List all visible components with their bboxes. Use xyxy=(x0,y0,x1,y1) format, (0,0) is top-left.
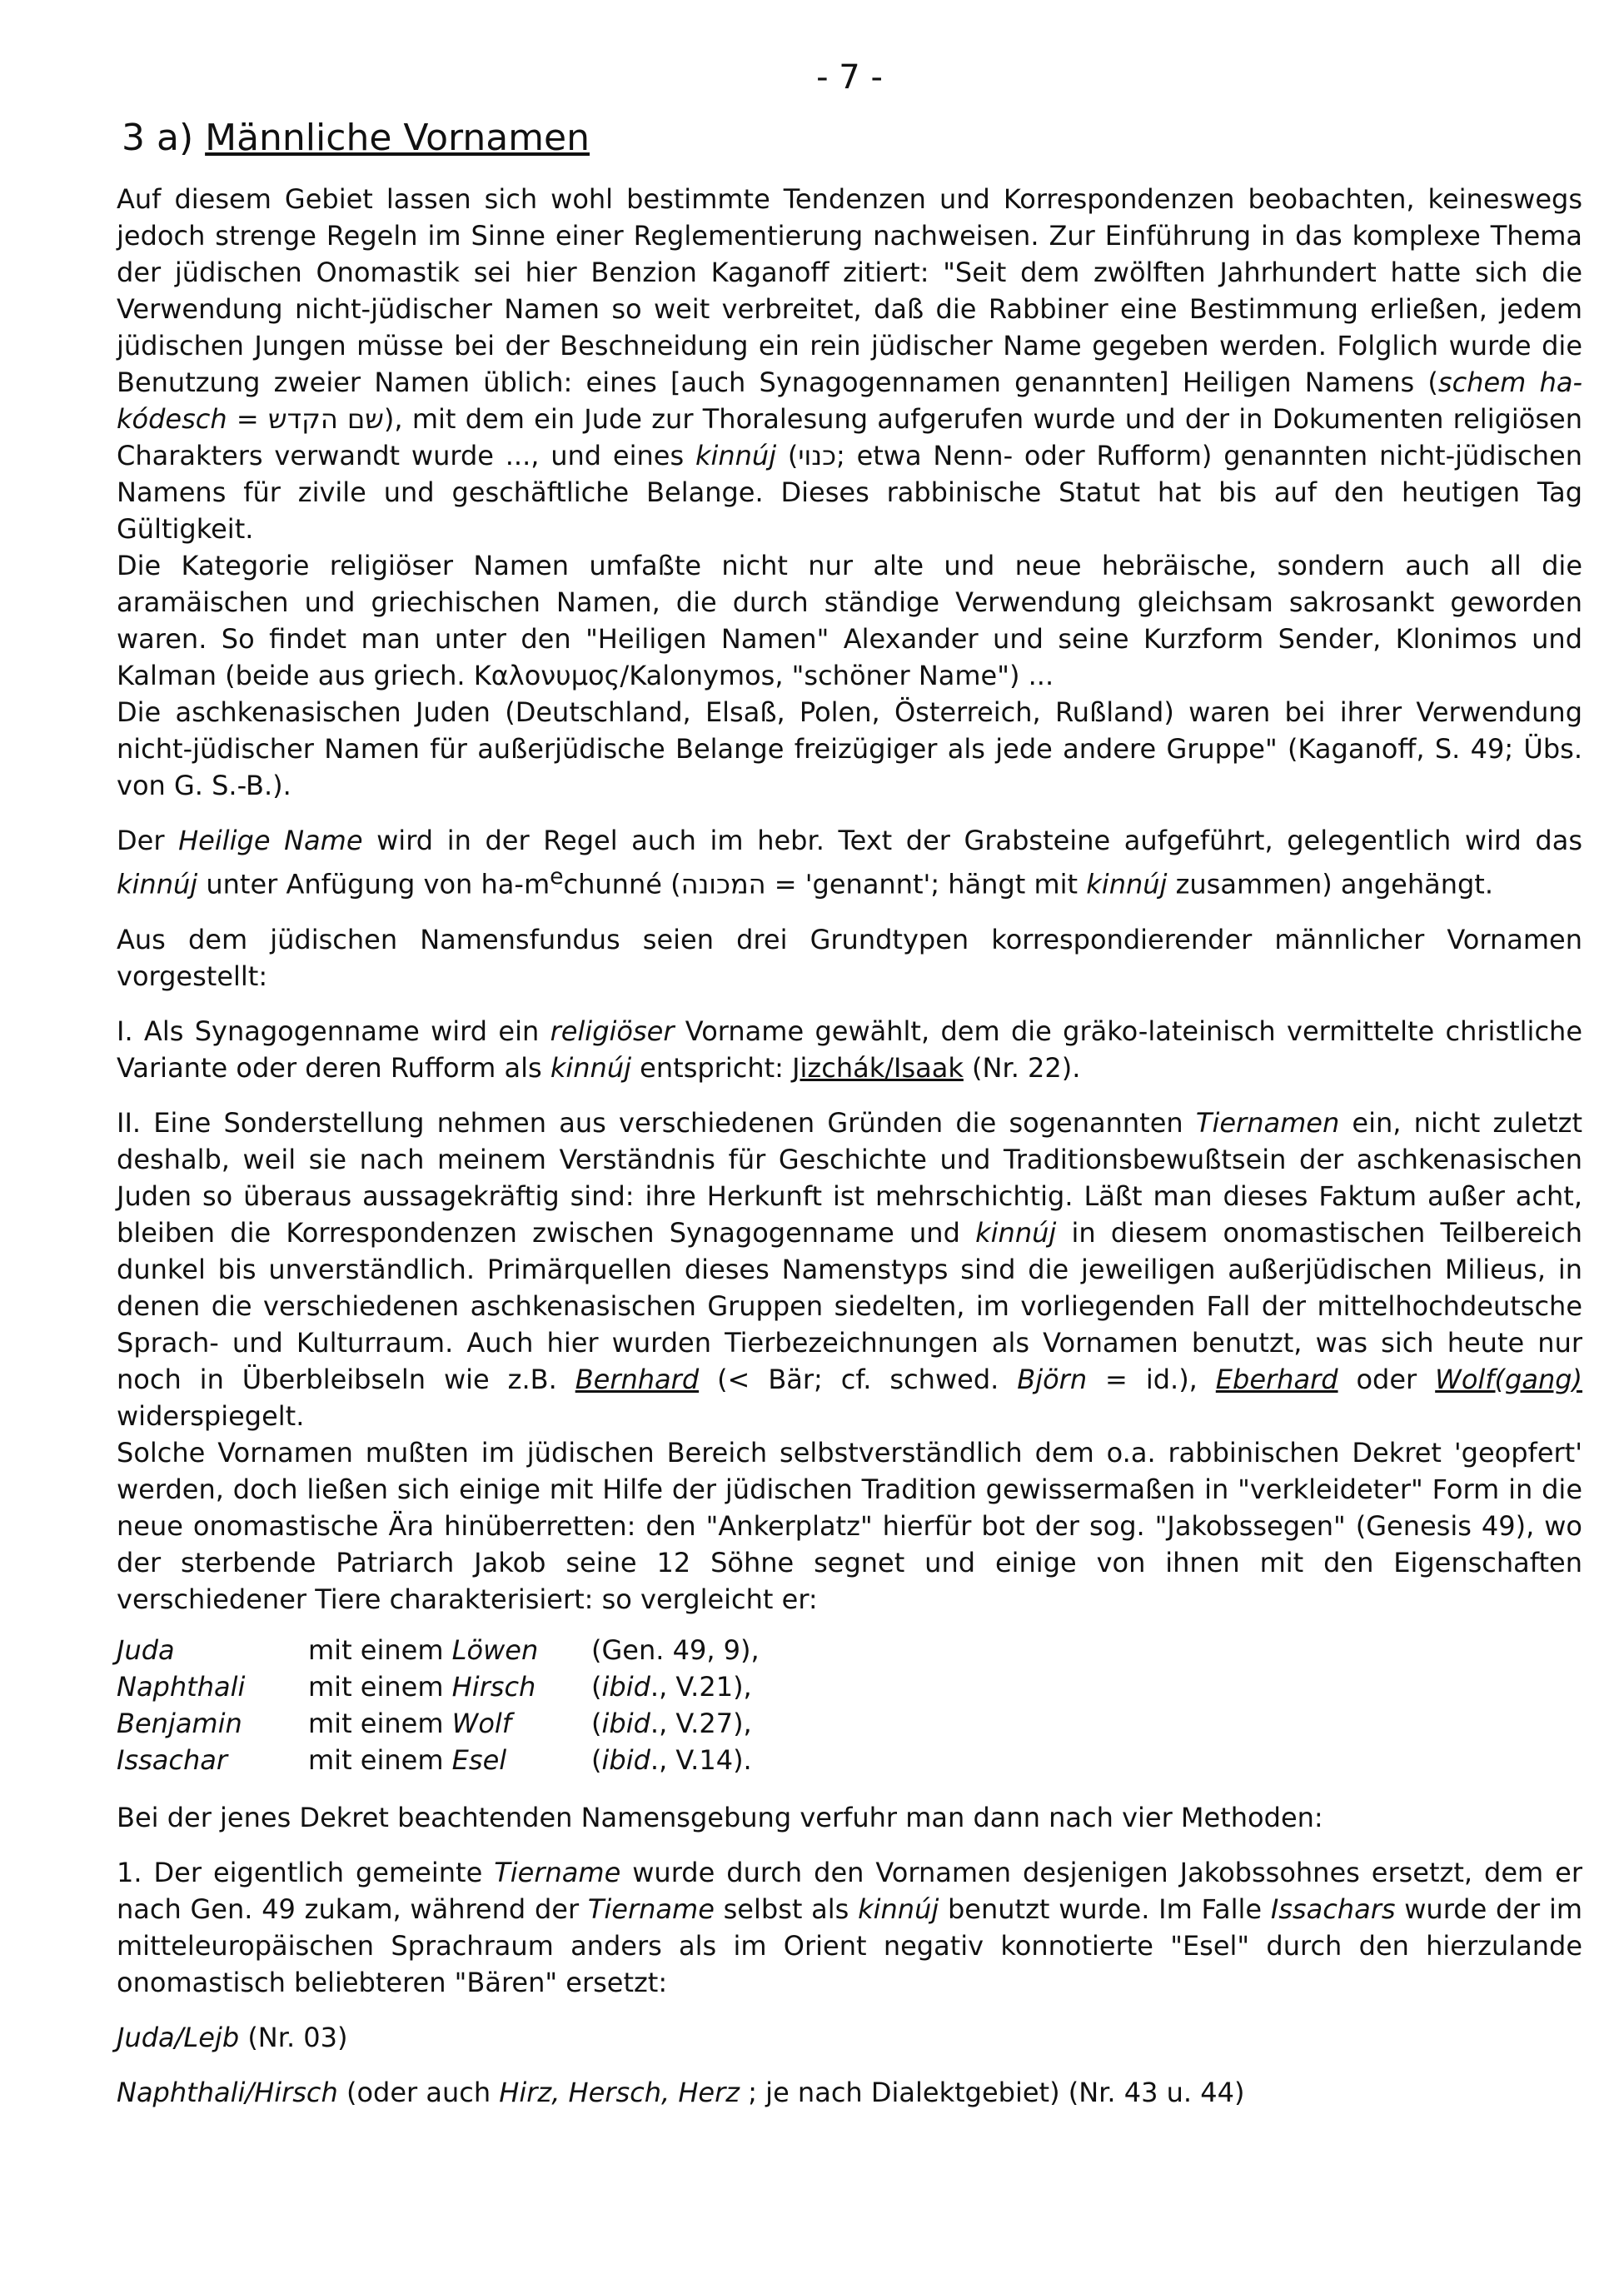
name-bernhard: Bernhard xyxy=(575,1363,700,1395)
term-kinnuj: kinnúj xyxy=(1086,868,1168,900)
term-kinnuj: kinnúj xyxy=(858,1893,939,1925)
verse-reference: (ibid., V.21), xyxy=(591,1670,752,1703)
term-kinnuj: kinnúj xyxy=(695,440,777,471)
paragraph-types-intro: Aus dem jüdischen Namensfundus seien drei Grundtypen korrespondierender männlicher Vornamen vorgestellt: xyxy=(117,923,1582,992)
list-marker: I. xyxy=(117,1015,133,1047)
list-marker: II. xyxy=(117,1106,142,1139)
name-wolfgang: Wolf(gang) xyxy=(1435,1363,1583,1395)
animal-comparison: mit einem Wolf xyxy=(308,1707,512,1739)
term-kinnuj: kinnúj xyxy=(550,1051,631,1084)
genesis-row xyxy=(117,1744,924,1781)
son-name: Issachar xyxy=(117,1743,228,1776)
paragraph-categories: Die Kategorie religiöser Namen umfaßte nicht nur alte und neue hebräische, sondern auch all die aramäischen und griechischen Namen, die durch ständige Verwendung gleichsam sakrosankt geworden waren. So findet man unter den "Heiligen Namen" Alexander und seine Kurzform Sender, Klonimos und Kalman (beide aus griech. Καλονυμος/Kalonymos, "schöner Name") ... xyxy=(117,550,1582,691)
term-religioeser: religiöser xyxy=(550,1015,675,1047)
verse-reference: (ibid., V.27), xyxy=(591,1707,752,1739)
alternative-names: Hirz, Hersch, Herz xyxy=(499,2076,740,2108)
verse-reference: (Gen. 49, 9), xyxy=(591,1633,760,1666)
document-page xyxy=(117,58,1582,2121)
paragraph-type-1: I. Als Synagogenname wird ein religiöser Vorname gewählt, dem die gräko-lateinisch vermittelte christliche Variante oder deren Rufform als kinnúj entspricht: Jizchák/Isaak (Nr. 22). xyxy=(117,1015,1583,1084)
term-kinnuj: kinnúj xyxy=(117,868,198,900)
section-heading xyxy=(122,117,1582,159)
example-naphthali: Naphthali/Hirsch (oder auch Hirz, Hersch, Herz ; je nach Dialektgebiet) (Nr. 43 u. 44) xyxy=(117,2076,1245,2108)
animal-comparison: mit einem Esel xyxy=(308,1743,507,1776)
example-juda: Juda/Lejb (Nr. 03) xyxy=(117,2021,348,2053)
name-reference: Jizchák/Isaak xyxy=(792,1051,964,1084)
section-title: Männliche Vornamen xyxy=(205,117,590,159)
son-name: Benjamin xyxy=(117,1707,242,1739)
term-issachars: Issachars xyxy=(1270,1893,1396,1925)
paragraph-methods-intro: Bei der jenes Dekret beachtenden Namensgebung verfuhr man dann nach vier Methoden: xyxy=(117,1801,1323,1833)
term-tiernamen: Tiernamen xyxy=(1195,1106,1340,1139)
term-schem: schem ha-kódesch xyxy=(117,367,1583,435)
paragraph-type-2: II. Eine Sonderstellung nehmen aus verschiedenen Gründen die sogenannten Tiernamen ein, nicht zuletzt deshalb, weil sie nach meinem Verständnis für Geschichte und Traditionsbewußtsein der aschkenasischen Juden so überaus aussagekräftig sind: ihre Herkunft ist mehrschichtig. Läßt man dieses Faktum außer acht, bleiben die Korrespondenzen zwischen Synagogenname und kinnúj in diesem onomastischen Teilbereich dunkel bis unverständlich. Primärquellen dieses Namenstyps sind die jeweiligen außerjüdischen Milieus, in denen die verschiedenen aschkenasischen Gruppen siedelten, im vorliegenden Fall der mittelhochdeutsche Sprach- und Kulturraum. Auch hier wurden Tierbezeichnungen als Vornamen benutzt, was sich heute nur noch in Überbleibseln wie z.B. Bernhard (< Bär; cf. schwed. Björn = id.), Eberhard oder Wolf(gang) widerspiegelt. xyxy=(117,1106,1583,1432)
paragraph-jakobssegen: Solche Vornamen mußten im jüdischen Bereich selbstverständlich dem o.a. rabbinischen Dekret 'geopfert' werden, doch ließen sich einige mit Hilfe der jüdischen Tradition gewissermaßen in "verkleideter" Form in die neue onomastische Ära hinüberretten: den "Ankerplatz" hierfür bot der sog. "Jakobssegen" (Genesis 49), wo der sterbende Patriarch Jakob seine 12 Söhne segnet und einige von ihnen mit den Eigenschaften verschiedener Tiere charakterisiert: so vergleicht er: xyxy=(117,1436,1582,1615)
term-tiername: Tiername xyxy=(494,1856,621,1888)
genesis-comparison-table xyxy=(117,1634,924,1781)
section-number: 3 a) xyxy=(122,117,194,159)
term-tiername: Tiername xyxy=(587,1893,715,1925)
animal-comparison: mit einem Hirsch xyxy=(308,1670,536,1703)
name-bjorn: Björn xyxy=(1017,1363,1088,1395)
paragraph-intro: Auf diesem Gebiet lassen sich wohl bestimmte Tendenzen und Korrespondenzen beobachten, keineswegs jedoch strenge Regeln im Sinne einer Reglementierung nachweisen. Zur Einführung in das komplexe Thema der jüdischen Onomastik sei hier Benzion Kaganoff zitiert: "Seit dem zwölften Jahrhundert hatte sich die Verwendung nicht-jüdischer Namen so weit verbreitet, daß die Rabbiner eine Bestimmung erließen, jedem jüdischen Jungen müsse bei der Beschneidung ein rein jüdischer Name gegeben werden. Folglich wurde die Benutzung zweier Namen üblich: eines [auch Synagogennamen genannten] Heiligen Namens (schem ha-kódesch = שם הקדש), mit dem ein Jude zur Thoralesung aufgerufen wurde und der in Dokumenten religiösen Charakters verwandt wurde ..., und eines kinnúj (כנוי; etwa Nenn- oder Rufform) genannten nicht-jüdischen Namens für zivile und geschäftliche Belange. Dieses rabbinische Statut hat bis auf den heutigen Tag Gültigkeit. xyxy=(117,183,1583,545)
paragraph-method-1: 1. Der eigentlich gemeinte Tiername wurde durch den Vornamen desjenigen Jakobssohnes ersetzt, dem er nach Gen. 49 zukam, während der Tiername selbst als kinnúj benutzt wurde. Im Falle Issachars wurde der im mitteleuropäischen Sprachraum anders als im Orient negativ konnotierte "Esel" durch den hierzulande onomastisch beliebteren "Bären" ersetzt: xyxy=(117,1856,1583,1998)
name-eberhard: Eberhard xyxy=(1215,1363,1338,1395)
son-name: Naphthali xyxy=(117,1670,246,1703)
page-number: - 7 - xyxy=(816,58,883,97)
verse-reference: (ibid., V.14). xyxy=(591,1743,752,1776)
animal-comparison: mit einem Löwen xyxy=(308,1633,539,1666)
paragraph-holy-name: Der Heilige Name wird in der Regel auch im hebr. Text der Grabsteine aufgeführt, gelegentlich wird das kinnúj unter Anfügung von $ha-m^echunné$ (המכונה = 'genannt'; hängt mit kinnúj zusammen) angehängt. xyxy=(117,825,1583,900)
genesis-row xyxy=(117,1708,924,1744)
genesis-row xyxy=(117,1671,924,1708)
genesis-row xyxy=(117,1634,924,1671)
term-kinnuj: kinnúj xyxy=(975,1216,1057,1249)
term-heilige-name: Heilige Name xyxy=(178,825,363,856)
paragraph-ashkenazi: Die aschkenasischen Juden (Deutschland, Elsaß, Polen, Österreich, Rußland) waren bei ihrer Verwendung nicht-jüdischer Namen für außerjüdische Belange freizügiger als jede andere Gruppe" (Kaganoff, S. 49; Übs. von G. S.-B.). xyxy=(117,696,1582,801)
son-name: Juda xyxy=(117,1633,175,1666)
